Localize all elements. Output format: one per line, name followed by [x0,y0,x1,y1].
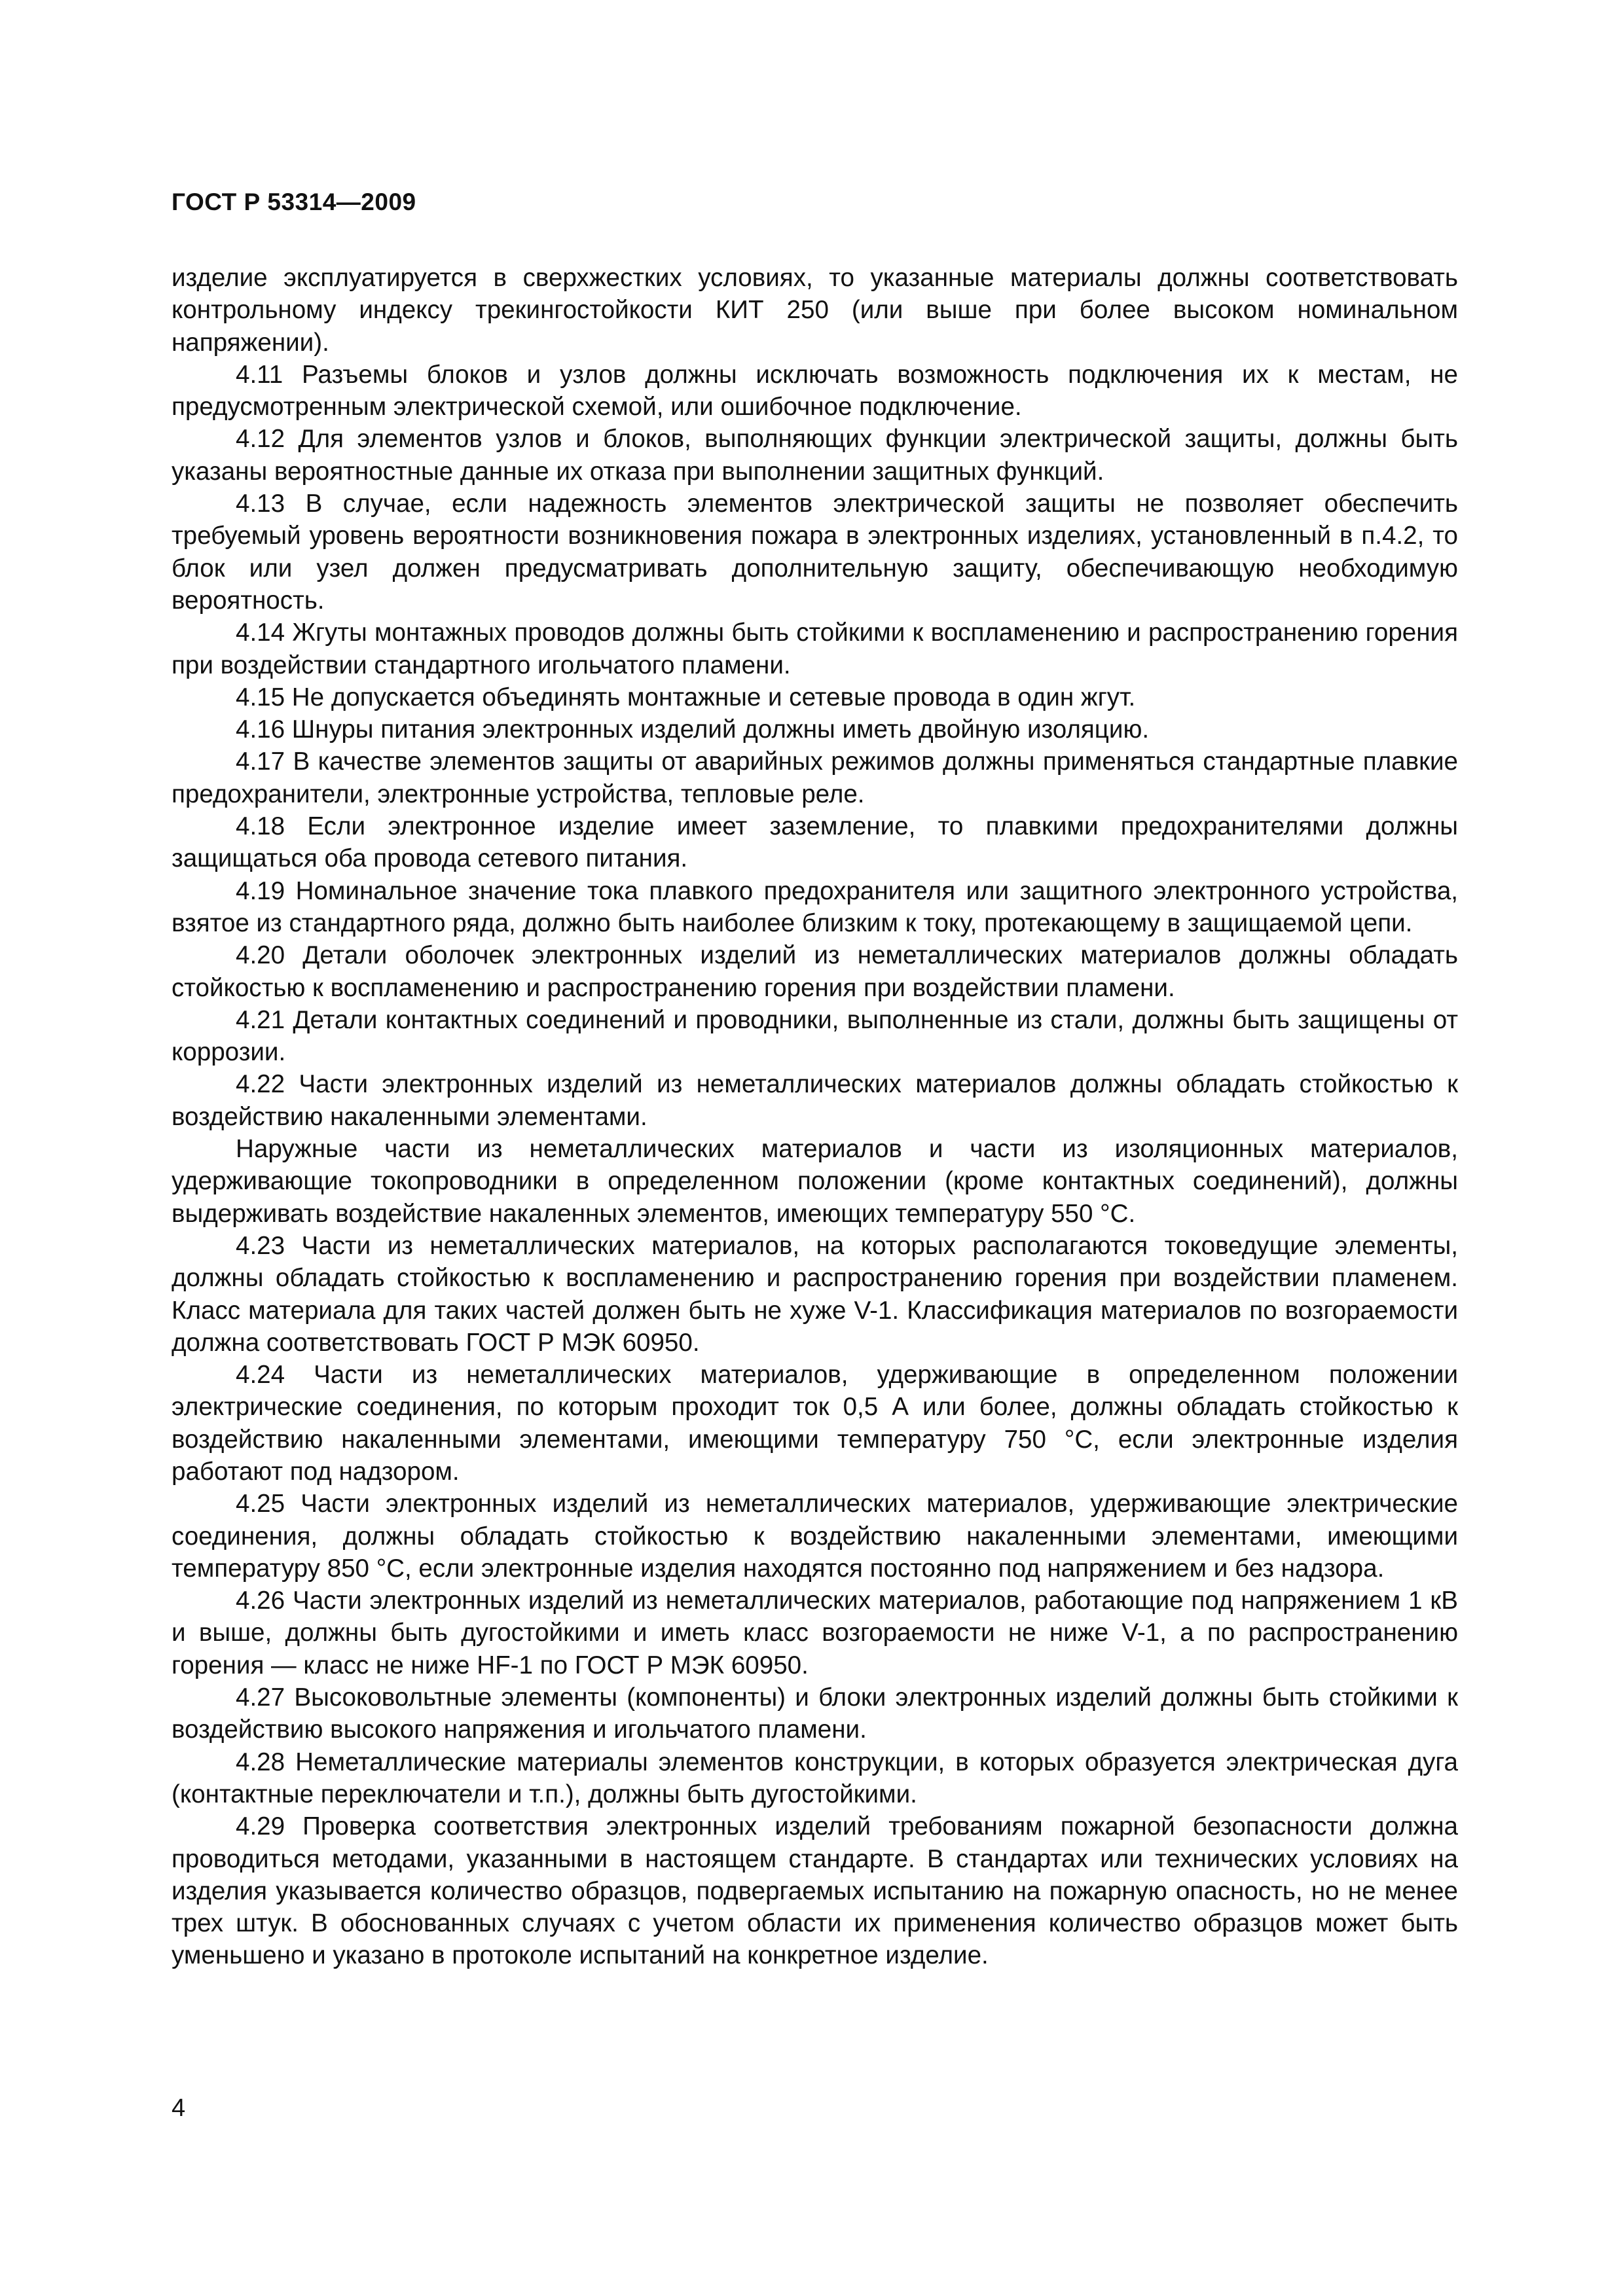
paragraph-4-25: 4.25 Части электронных изделий из неметаллических материалов, удерживающие электрические соединения, должны обладать стойкостью к воздействию накаленными элементами, имеющими температуру 850 °С, если электронные изделия находятся постоянно под напряжением и без надзора. [172,1490,1458,1583]
paragraph-4-12: 4.12 Для элементов узлов и блоков, выполняющих функции электрической защиты, должны быть указаны вероятностные данные их отказа при выполнении защитных функций. [172,425,1458,486]
paragraph-4-27: 4.27 Высоковольтные элементы (компоненты) и блоки электронных изделий должны быть стойкими к воздействию высокого напряжения и игольчатого пламени. [172,1683,1458,1744]
paragraph-4-29: 4.29 Проверка соответствия электронных изделий требованиям пожарной безопасности должна проводиться методами, указанными в настоящем стандарте. В стандартах или технических условиях на изделия указывается количество образцов, подвергаемых испытанию на пожарную опасность, но не менее трех штук. В обоснованных случаях с учетом области их применения количество образцов может быть уменьшено и указано в протоколе испытаний на конкретное изделие. [172,1812,1458,1970]
paragraph-4-17: 4.17 В качестве элементов защиты от аварийных режимов должны применяться стандартные плавкие предохранители, электронные устройства, тепловые реле. [172,747,1458,808]
paragraph-4-15: 4.15 Не допускается объединять монтажные и сетевые провода в один жгут. [236,683,1136,711]
paragraph-4-14: 4.14 Жгуты монтажных проводов должны быть стойкими к воспламенению и распространению горения при воздействии стандартного игольчатого пламени. [172,619,1458,679]
paragraph-continuation: изделие эксплуатируется в сверхжестких условиях, то указанные материалы должны соответствовать контрольному индексу трекингостойкости КИТ 250 (или выше при более высоком номинальном напряжении). [172,264,1458,357]
paragraph-4-16: 4.16 Шнуры питания электронных изделий должны иметь двойную изоляцию. [236,715,1150,744]
paragraph-4-28: 4.28 Неметаллические материалы элементов конструкции, в которых образуется электрическая дуга (контактные переключатели и т.п.), должны быть дугостойкими. [172,1748,1458,1808]
paragraph-4-22-outer-parts: Наружные части из неметаллических материалов и части из изоляционных материалов, удерживающие токопроводники в определенном положении (кроме контактных соединений), должны выдерживать воздействие накаленных элементов, имеющих температуру 550 °С. [172,1135,1458,1228]
paragraph-4-20: 4.20 Детали оболочек электронных изделий из неметаллических материалов должны обладать стойкостью к воспламенению и распространению горения при воздействии пламени. [172,941,1458,1002]
paragraph-4-11: 4.11 Разъемы блоков и узлов должны исключать возможность подключения их к местам, не предусмотренным электрической схемой, или ошибочное подключение. [172,360,1458,422]
paragraph-4-23: 4.23 Части из неметаллических материалов, на которых располагаются токоведущие элементы, должны обладать стойкостью к воспламенению и распространению горения при воздействии пламенем. Класс материала для таких частей должен быть не хуже V-1. Классификация материалов по возгораемости должна соответствовать ГОСТ Р МЭК 60950. [172,1231,1458,1357]
paragraph-4-22: 4.22 Части электронных изделий из неметаллических материалов должны обладать стойкостью к воздействию накаленными элементами. [172,1070,1458,1131]
body-text [172,262,1458,1972]
paragraph-4-24: 4.24 Части из неметаллических материалов, удерживающие в определенном положении электрические соединения, по которым проходит ток 0,5 А или более, должны обладать стойкостью к воздействию накаленными элементами, имеющими температуру 750 °С, если электронные изделия работают под надзором. [172,1361,1458,1486]
paragraph-4-26: 4.26 Части электронных изделий из неметаллических материалов, работающие под напряжением 1 кВ и выше, должны быть дугостойкими и иметь класс возгораемости не ниже V-1, а по распространению горения — класс не ниже HF-1 по ГОСТ Р МЭК 60950. [172,1587,1458,1679]
standard-designation: ГОСТ Р 53314—2009 [172,188,416,215]
paragraph-4-19: 4.19 Номинальное значение тока плавкого предохранителя или защитного электронного устройства, взятое из стандартного ряда, должно быть наиболее близким к току, протекающему в защищаемой цепи. [172,876,1458,937]
paragraph-4-13: 4.13 В случае, если надежность элементов электрической защиты не позволяет обеспечить требуемый уровень вероятности возникновения пожара в электронных изделиях, установленный в п.4.2, то блок или узел должен предусматривать дополнительную защиту, обеспечивающую необходимую вероятность. [172,490,1458,615]
page-number: 4 [172,2094,186,2122]
paragraph-4-18: 4.18 Если электронное изделие имеет заземление, то плавкими предохранителями должны защищаться оба провода сетевого питания. [172,812,1458,873]
paragraph-4-21: 4.21 Детали контактных соединений и проводники, выполненные из стали, должны быть защищены от коррозии. [172,1005,1458,1067]
